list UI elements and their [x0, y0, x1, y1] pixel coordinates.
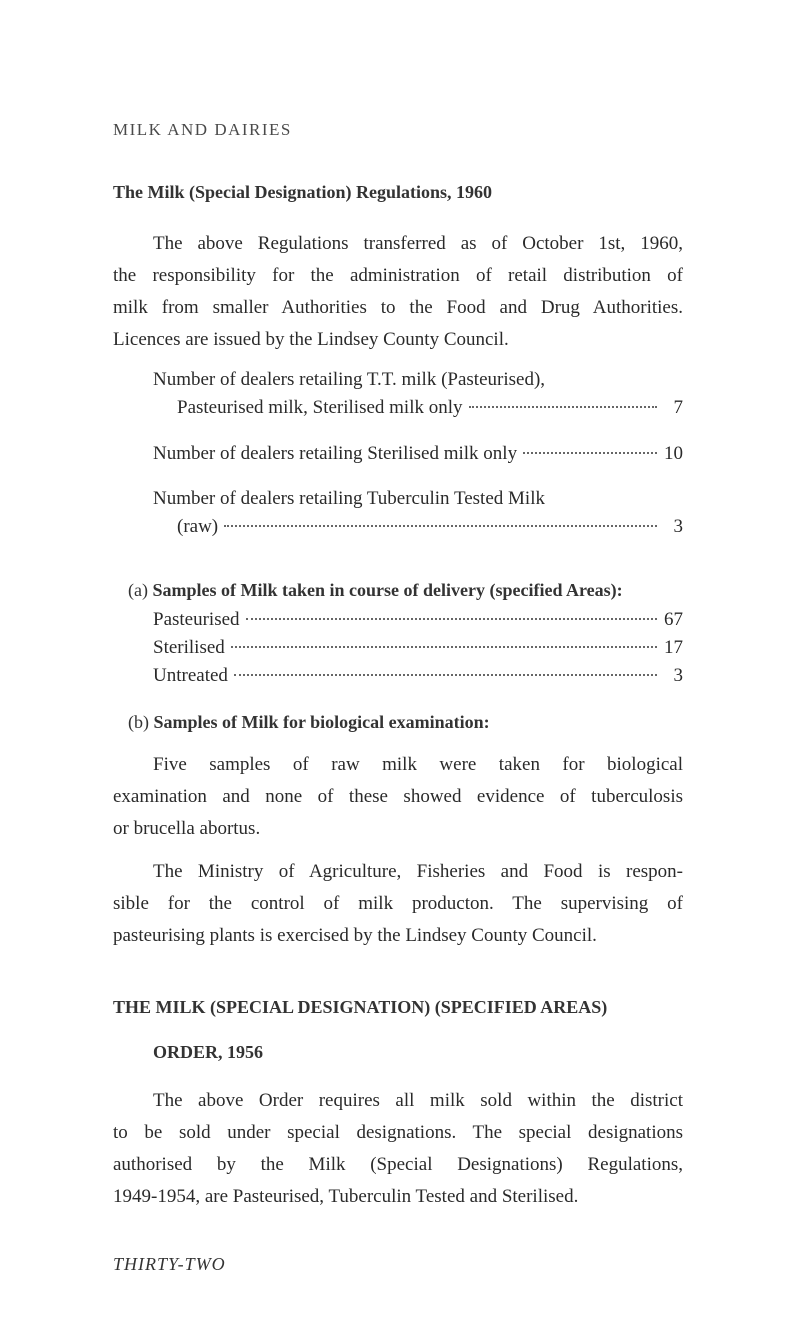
order-heading-line-1: THE MILK (SPECIAL DESIGNATION) (SPECIFIED AREAS)	[113, 997, 608, 1017]
running-head: MILK AND DAIRIES	[113, 120, 292, 139]
dealers-item-1-row	[177, 397, 683, 427]
dealers-item-2-value: 10	[664, 443, 683, 464]
samples-b-line-2: examination and none of these showed evidence of tuberculosis	[113, 786, 683, 807]
samples-b-marker: (b)	[128, 712, 149, 732]
ministry-line-2: sible for the control of milk producton. The supervising of	[113, 893, 683, 914]
samples-a-row-label: Pasteurised	[153, 609, 240, 630]
samples-a-heading	[128, 580, 623, 601]
leader-dots	[224, 525, 657, 527]
intro-line-3: milk from smaller Authorities to the Food and Drug Authorities.	[113, 297, 683, 318]
dealers-item-3-value: 3	[673, 516, 683, 537]
ministry-paragraph	[113, 856, 683, 952]
regulations-subheading: The Milk (Special Designation) Regulations, 1960	[113, 182, 493, 202]
order-line-4: 1949-1954, are Pasteurised, Tuberculin Tested and Sterilised.	[113, 1186, 579, 1207]
samples-a-row-value: 17	[664, 637, 683, 658]
intro-paragraph	[113, 228, 683, 356]
intro-line-4: Licences are issued by the Lindsey County Council.	[113, 329, 509, 350]
dealers-item-3-line-1: Number of dealers retailing Tuberculin Tested Milk	[153, 488, 545, 509]
dealers-item-2-row	[153, 443, 683, 473]
order-line-2: to be sold under special designations. The special designations	[113, 1122, 683, 1143]
samples-a-row-label: Untreated	[153, 665, 228, 686]
samples-a-marker: (a)	[128, 580, 148, 600]
order-line-3: authorised by the Milk (Special Designations) Regulations,	[113, 1154, 683, 1175]
dealers-item-3-label: (raw)	[177, 516, 219, 537]
samples-b-heading	[128, 712, 490, 733]
leader-dots	[469, 406, 657, 408]
dealers-item-3-row	[177, 516, 683, 546]
page-number-footer: THIRTY-TWO	[113, 1254, 226, 1274]
order-paragraph	[113, 1085, 683, 1213]
intro-line-2: the responsibility for the administration of retail distribution of	[113, 265, 683, 286]
leader-dots	[523, 452, 657, 454]
dealers-item-1-value: 7	[673, 397, 683, 418]
intro-line-1: The above Regulations transferred as of October 1st, 1960,	[153, 233, 683, 254]
samples-b-line-3: or brucella abortus.	[113, 818, 261, 839]
samples-b-line-1: Five samples of raw milk were taken for biological	[153, 754, 683, 775]
dealers-item-2-label: Number of dealers retailing Sterilised milk only	[153, 443, 518, 464]
order-heading-line-2: ORDER, 1956	[153, 1042, 264, 1062]
samples-a-row-label: Sterilised	[153, 637, 225, 658]
ministry-line-1: The Ministry of Agriculture, Fisheries and Food is respon-	[153, 861, 683, 882]
leader-dots	[234, 674, 657, 676]
dealers-item-1-label: Pasteurised milk, Sterilised milk only	[177, 397, 463, 418]
leader-dots	[246, 618, 657, 620]
samples-a-row-value: 67	[664, 609, 683, 630]
samples-a-row-value: 3	[673, 665, 683, 686]
samples-a-row	[153, 665, 683, 695]
samples-a-row	[153, 609, 683, 639]
leader-dots	[231, 646, 657, 648]
samples-b-paragraph	[113, 749, 683, 845]
samples-a-title: Samples of Milk taken in course of delivery (specified Areas):	[152, 580, 623, 600]
samples-a-row	[153, 637, 683, 667]
samples-b-title: Samples of Milk for biological examination:	[153, 712, 490, 732]
dealers-item-1-line-1: Number of dealers retailing T.T. milk (Pasteurised),	[153, 369, 546, 390]
order-line-1: The above Order requires all milk sold within the district	[153, 1090, 683, 1111]
ministry-line-3: pasteurising plants is exercised by the Lindsey County Council.	[113, 925, 597, 946]
